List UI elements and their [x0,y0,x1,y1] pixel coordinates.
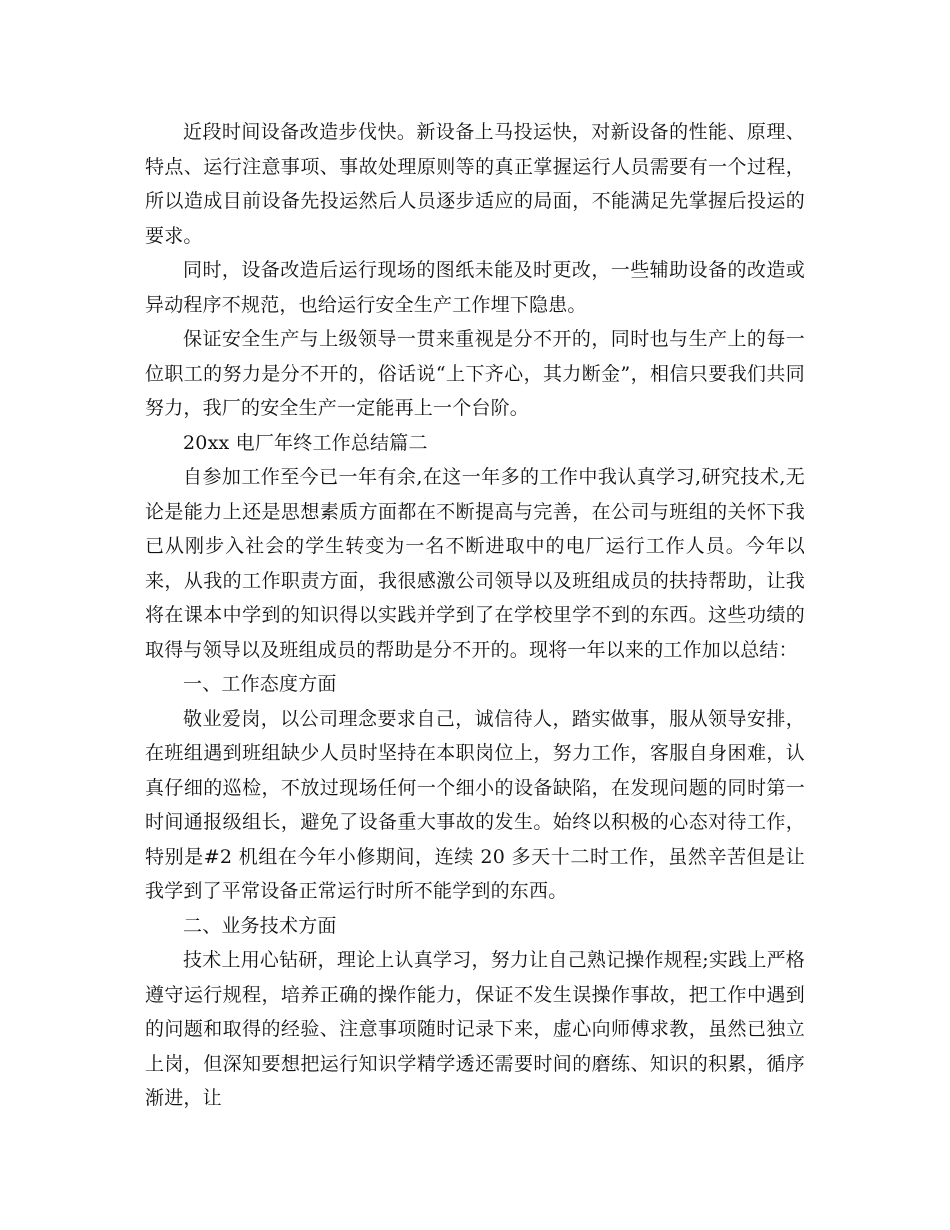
paragraph-intro: 自参加工作至今已一年有余,在这一年多的工作中我认真学习,研究技术,无论是能力上还是思想素质方面都在不断提高与完善，在公司与班组的关怀下我已从刚步入社会的学生转变为一名不断进取中的电厂运行工作人员。今年以来，从我的工作职责方面，我很感激公司领导以及班组成员的扶持帮助，让我将在课本中学到的知识得以实践并学到了在学校里学不到的东西。这些功绩的取得与领导以及班组成员的帮助是分不开的。现将一年以来的工作加以总结： [145,466,805,661]
paragraph-safety-production: 保证安全生产与上级领导一贯来重视是分不开的，同时也与生产上的每一位职工的努力是分不开的，俗话说“上下齐心，其力断金”，相信只要我们共同努力，我厂的安全生产一定能再上一个台阶。 [145,328,805,419]
paragraph-technical-skills: 技术上用心钻研，理论上认真学习，努力让自己熟记操作规程;实践上严格遵守运行规程，培养正确的操作能力，保证不发生误操作事故，把工作中遇到的问题和取得的经验、注意事项随时记录下来，虚心向师傅求教，虽然已独立上岗，但深知要想把运行知识学精学透还需要时间的磨练、知识的积累，循序渐进，让 [145,949,805,1109]
heading-work-attitude: 一、工作态度方面 [183,673,337,695]
document-body [145,115,805,1116]
heading-technical-skills: 二、业务技术方面 [183,914,337,937]
paragraph-work-attitude: 敬业爱岗，以公司理念要求自己，诚信待人，踏实做事，服从领导安排，在班组遇到班组缺少人员时坚持在本职岗位上，努力工作，客服自身困难，认真仔细的巡检，不放过现场任何一个细小的设备缺陷，在发现问题的同时第一时间通报级组长，避免了设备重大事故的发生。始终以积极的心态对待工作，特别是#2 机组在今年小修期间，连续 20 多天十二时工作，虽然辛苦但是让我学到了平常设备正常运行时所不能学到的东西。 [145,707,805,902]
section-title: 20xx 电厂年终工作总结篇二 [183,431,428,454]
paragraph-drawings-update: 同时，设备改造后运行现场的图纸未能及时更改，一些辅助设备的改造或异动程序不规范，也给运行安全生产工作埋下隐患。 [145,259,805,316]
paragraph-equipment-upgrade: 近段时间设备改造步伐快。新设备上马投运快，对新设备的性能、原理、特点、运行注意事项、事故处理原则等的真正掌握运行人员需要有一个过程，所以造成目前设备先投运然后人员逐步适应的局面，不能满足先掌握后投运的要求。 [145,121,805,247]
